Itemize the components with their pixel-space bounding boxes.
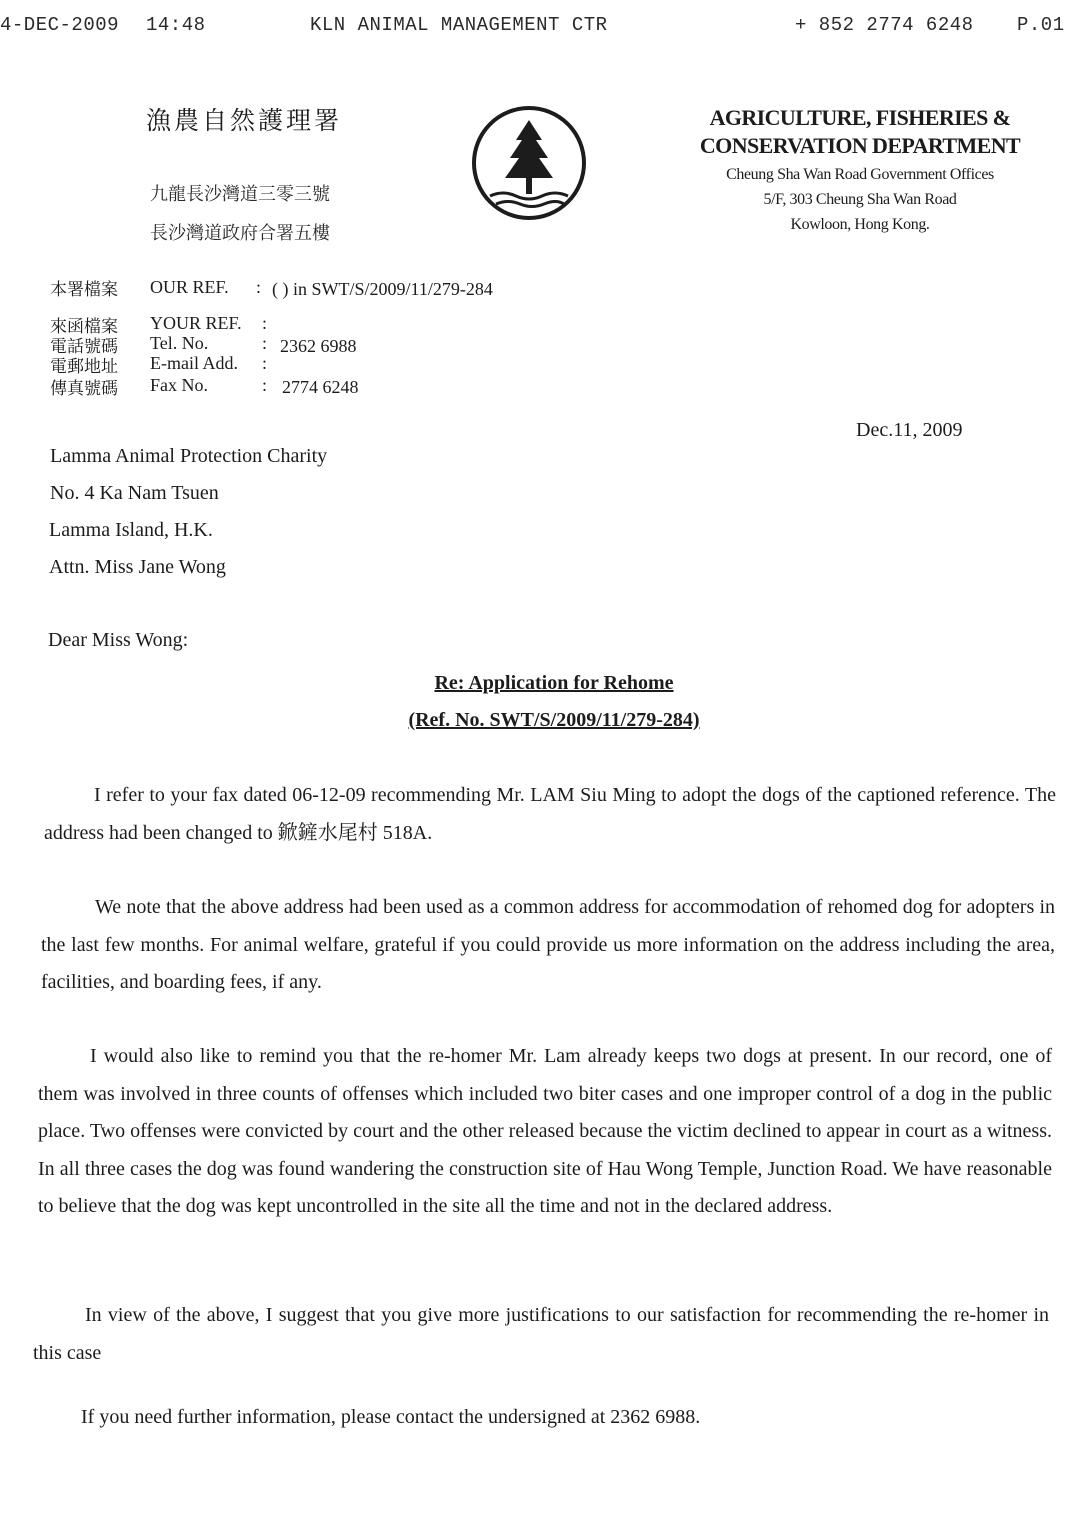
zh-address-line2: 長沙灣道政府合署五樓 bbox=[150, 223, 330, 244]
tel-colon: : bbox=[262, 333, 268, 353]
our-ref-label: OUR REF. bbox=[150, 277, 229, 297]
fax-colon: : bbox=[262, 375, 268, 395]
zh-address-line1: 九龍長沙灣道三零三號 bbox=[150, 184, 330, 205]
fax-number: + 852 2774 6248 bbox=[795, 14, 974, 36]
your-ref-zh: 來函檔案 bbox=[50, 317, 118, 337]
salutation: Dear Miss Wong: bbox=[48, 629, 189, 651]
tree-logo-icon bbox=[470, 104, 588, 222]
subject-line1: Re: Application for Rehome bbox=[434, 672, 674, 694]
recipient-line: Lamma Animal Protection Charity bbox=[50, 445, 328, 467]
fax-zh: 傳真號碼 bbox=[50, 379, 118, 399]
our-ref-value: ( ) in SWT/S/2009/11/279-284 bbox=[272, 279, 493, 299]
body-paragraph-5: If you need further information, please contact the undersigned at 2362 6988. bbox=[81, 1406, 701, 1428]
fax-sender: KLN ANIMAL MANAGEMENT CTR bbox=[310, 14, 608, 36]
en-address-line1: Cheung Sha Wan Road Government Offices bbox=[726, 166, 994, 183]
fax-time: 14:48 bbox=[146, 14, 206, 36]
body-paragraph-4: In view of the above, I suggest that you give more justifications to our satisfaction for recommending the re-homer in this case bbox=[33, 1304, 1049, 1364]
fax-label: Fax No. bbox=[150, 375, 208, 395]
fax-date: 4-DEC-2009 bbox=[0, 14, 120, 36]
body-paragraph-3: I would also like to remind you that the re-homer Mr. Lam already keeps two dogs at present. In our record, one of them was involved in three counts of offenses which included two biter cases and one improper control of a dog in the public place. Two offenses were convicted by court and the other released because the victim declined to appear in court as a witness. In all three cases the dog was found wandering the construction site of Hau Wong Temple, Junction Road. We have reasonable to believe that the dog was kept uncontrolled in the site all the time and not in the declared address. bbox=[38, 1045, 1052, 1217]
your-ref-colon: : bbox=[262, 313, 268, 333]
en-department-line1: AGRICULTURE, FISHERIES & bbox=[709, 105, 1011, 130]
body-paragraph-1: I refer to your fax dated 06-12-09 recommending Mr. LAM Siu Ming to adopt the dogs of the captioned reference. The address had been changed to 鍁鏟水尾村 518A. bbox=[44, 784, 1056, 844]
fax-value: 2774 6248 bbox=[282, 377, 359, 397]
tel-label: Tel. No. bbox=[150, 333, 209, 353]
your-ref-label: YOUR REF. bbox=[150, 313, 242, 333]
subject-line2: (Ref. No. SWT/S/2009/11/279-284) bbox=[408, 709, 700, 731]
department-logo bbox=[470, 104, 588, 222]
en-department-line2: CONSERVATION DEPARTMENT bbox=[699, 133, 1021, 158]
en-address-line2: 5/F, 303 Cheung Sha Wan Road bbox=[763, 191, 957, 208]
recipient-line: No. 4 Ka Nam Tsuen bbox=[50, 482, 219, 504]
our-ref-colon: : bbox=[256, 277, 262, 297]
en-address-line3: Kowloon, Hong Kong. bbox=[790, 216, 930, 233]
zh-department-name: 漁農自然護理署 bbox=[146, 106, 343, 135]
body-paragraph-2: We note that the above address had been used as a common address for accommodation of rehomed dog for adopters in the last few months. For animal welfare, grateful if you could provide us more information on the address including the area, facilities, and boarding fees, if any. bbox=[41, 896, 1055, 993]
fax-page: P.01 bbox=[1017, 14, 1065, 36]
recipient-line: Lamma Island, H.K. bbox=[49, 519, 213, 541]
tel-zh: 電話號碼 bbox=[50, 337, 118, 357]
email-zh: 電郵地址 bbox=[50, 357, 118, 377]
email-colon: : bbox=[262, 353, 268, 373]
letter-date: Dec.11, 2009 bbox=[856, 419, 963, 441]
our-ref-zh: 本署檔案 bbox=[50, 280, 118, 300]
email-label: E-mail Add. bbox=[150, 353, 238, 373]
tel-value: 2362 6988 bbox=[280, 336, 357, 356]
recipient-line: Attn. Miss Jane Wong bbox=[49, 556, 226, 578]
